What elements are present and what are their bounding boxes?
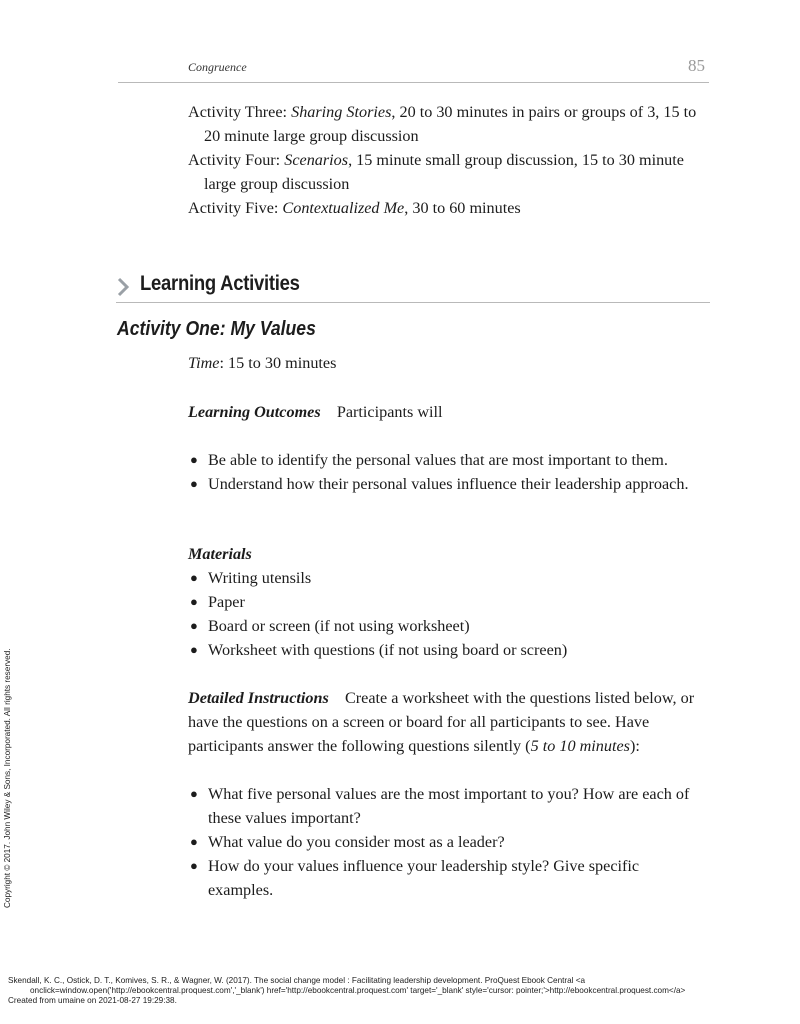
- instructions-paragraph: Detailed Instructions Create a worksheet with the questions listed below, or have the questions on a screen or board for all participants to see. Have participants answer the following questions silently (5 to 10 minutes):: [188, 689, 695, 755]
- list-item: ● What value do you consider most as a leader?: [190, 833, 505, 851]
- detailed-instructions-label: Detailed Instructions: [188, 689, 329, 707]
- learning-outcomes-intro: Participants will: [336, 403, 443, 421]
- activity-overview-item: Activity Three: Sharing Stories, 20 to 30 minutes in pairs or groups of 3, 15 to 20 minute large group discussion: [188, 103, 697, 145]
- detailed-instructions: [188, 686, 708, 902]
- activity-time: Time: 15 to 30 minutes: [188, 354, 337, 372]
- chevron-right-icon: [116, 276, 130, 298]
- list-item: ● Writing utensils: [190, 569, 312, 587]
- section-heading: [116, 272, 710, 303]
- list-item: ● Worksheet with questions (if not using board or screen): [190, 641, 568, 659]
- list-item: ● Board or screen (if not using worksheet): [190, 617, 470, 635]
- list-item: ● How do your values influence your leadership style? Give specific examples.: [190, 857, 640, 899]
- activity-overview-item: Activity Five: Contextualized Me, 30 to 60 minutes: [188, 199, 521, 217]
- list-item: ● Paper: [190, 593, 245, 611]
- activity-overview-item: Activity Four: Scenarios, 15 minute small group discussion, 15 to 30 minute large group discussion: [188, 151, 684, 193]
- footer-citation: Skendall, K. C., Ostick, D. T., Komives, S. R., & Wagner, W. (2017). The social change model : Facilitating leadership development. ProQuest Ebook Central <a onclick=window.open('http://ebookcentral.proquest.com','_blank') href='http://ebookcentral.proquest.com' target='_blank' style='cursor: pointer;'>http://ebookcentral.proquest.com</a> Created from umaine on 2021-08-27 19:29:38.: [8, 976, 686, 1005]
- materials-label: Materials: [188, 545, 252, 563]
- section-title: Learning Activities: [140, 272, 300, 295]
- materials: [188, 542, 708, 662]
- activities-overview: [188, 100, 708, 220]
- page-number: 85: [688, 56, 705, 75]
- side-copyright: Copyright © 2017. John Wiley & Sons, Incorporated. All rights reserved.: [3, 648, 12, 908]
- running-head: Congruence: [188, 60, 247, 74]
- learning-outcomes-label: Learning Outcomes: [188, 403, 321, 421]
- learning-outcomes: [188, 400, 708, 496]
- list-item: ● Understand how their personal values influence their leadership approach.: [190, 475, 689, 493]
- page-header: [118, 56, 709, 83]
- list-item: ● Be able to identify the personal values that are most important to them.: [190, 451, 668, 469]
- list-item: ● What five personal values are the most important to you? How are each of these values important?: [190, 785, 690, 827]
- activity-title: Activity One: My Values: [117, 318, 316, 340]
